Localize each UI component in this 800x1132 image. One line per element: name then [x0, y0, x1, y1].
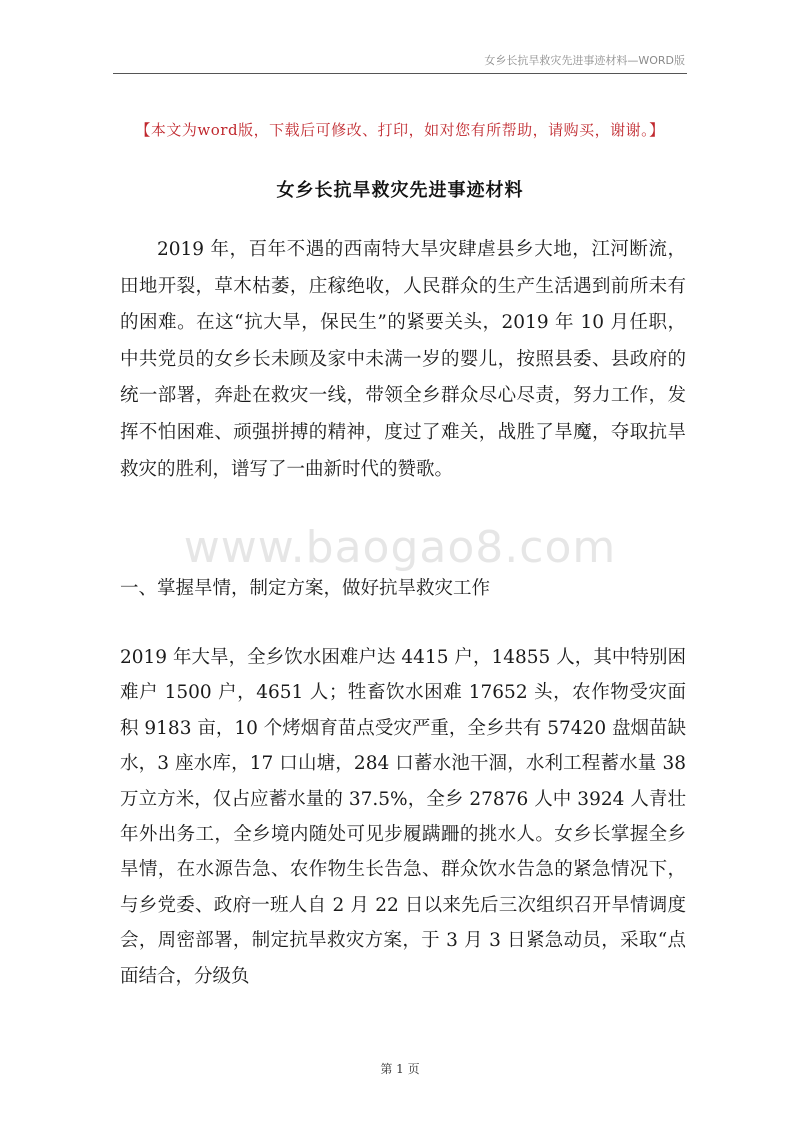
watermark: www.baogao8.com	[183, 522, 617, 573]
intro-paragraph: 2019 年，百年不遇的西南特大旱灾肆虐县乡大地，江河断流，田地开裂，草木枯萎，庄稼绝收，人民群众的生产生活遇到前所未有的困难。在这“抗大旱，保民生”的紧要关头，2019 年 10 月任职，中共党员的女乡长未顾及家中未满一岁的婴儿，按照县委、县政府的统一部署，奔赴在救灾一线，带领全乡群众尽心尽责，努力工作，发挥不怕困难、顽强拼搏的精神，度过了难关，战胜了旱魔，夺取抗旱救灾的胜利，谱写了一曲新时代的赞歌。	[120, 239, 686, 480]
purchase-notice: 【本文为word版，下载后可修改、打印，如对您有所帮助，请购买，谢谢。】	[135, 121, 665, 139]
document-title: 女乡长抗旱救灾先进事迹材料	[276, 180, 524, 201]
header-divider	[113, 73, 687, 74]
running-header: 女乡长抗旱救灾先进事迹材料—WORD版	[484, 54, 685, 67]
section-1-body: 2019 年大旱，全乡饮水困难户达 4415 户，14855 人，其中特别困难户 1500 户，4651 人；牲畜饮水困难 17652 头，农作物受灾面积 9183 亩，10 个烤烟育苗点受灾严重，全乡共有 57420 盘烟苗缺水，3 座水库，17 口山塘，284 口蓄水池干涸，水利工程蓄水量 38 万立方米，仅占应蓄水量的 37.5%，全乡 27876 人中 3924 人青壮年外出务工，全乡境内随处可见步履蹒跚的挑水人。女乡长掌握全乡旱情，在水源告急、农作物生长告急、群众饮水告急的紧急情况下，与乡党委、政府一班人自 2 月 22 日以来先后三次组织召开旱情调度会，周密部署，制定抗旱救灾方案，于 3 月 3 日紧急动员，采取“点面结合，分级负	[120, 647, 686, 987]
page-number: 第 1 页	[380, 1062, 420, 1076]
section-heading-1: 一、掌握旱情，制定方案，做好抗旱救灾工作	[120, 578, 491, 599]
